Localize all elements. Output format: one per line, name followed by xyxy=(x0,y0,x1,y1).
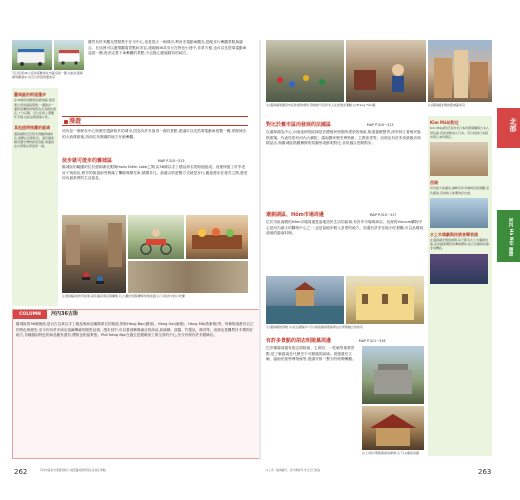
walk-section-title-text: 徒步就可遊步的舊城區 xyxy=(62,158,113,164)
column-text: 舊城區的36條街道,是自古以來以手工藝品與商品種類命名的街道,例如Hàng Bạc(銀街)、Hàng Gai(麻街)、Hàng Mã(紙紮街)等。每條街道都有自己的特色與歷史,至今仍有許多商店延續傳統的販售品項。漫步其中,可以看到琳瑯滿目的商品,如絲綢、漆器、竹製品、佛具等。這裡也是購買伴手禮的好地方,各種越南特色的商品應有盡有,價格也相當實惠。Phố Hàng Bạc在過去是銀飾加工與交易的中心,至今仍保有許多銀飾店。 xyxy=(16,322,254,338)
tourist-vehicle-icon xyxy=(54,40,84,70)
temple-icon xyxy=(362,406,424,450)
tour-text: 河內是一個保存中心與歷史遺跡較多的城市,因為有許多值得一看的景點,建議可以先搭乘電動車遊覽一圈,掌握城市的大致樣貌後,再前往有興趣的地方仔細參觀。 xyxy=(62,129,247,139)
temple-photo xyxy=(362,406,424,450)
electric-car-icon xyxy=(12,40,52,70)
mausoleum-section-title-text: 有許多景點的胡志明陵墓周邊 xyxy=(266,338,332,344)
walk-section-map-ref: MAP P.310~313 xyxy=(157,159,185,163)
top-caption-left: 左/還劍湖周邊是市民休憩的場所,傍晚時分有許多人在此散步運動 右/Trang Tiền路 xyxy=(266,103,376,107)
crowd-scene-icon xyxy=(266,40,344,102)
lake-evening-photo xyxy=(266,276,344,324)
sidebar-text-old-quarter: 在36條街道聚集的舊城區,保留著古老的越南風情,一邊散步一邊欣賞傳統建築與各式各樣的商店,十分有趣。可以在街上選購伴手禮,也能品嚐道地小吃。 xyxy=(14,98,57,120)
right-mid-caption: 左/還劍湖的傍晚 右/在法國區中,可以看到越南風格與法式建築融合的街景 xyxy=(266,325,363,329)
city-tab-text: 河內 Hà Nội 漫遊 xyxy=(508,218,513,256)
top-caption-right: 右/還劍湖北側的舊城區街景 xyxy=(428,103,466,107)
old-quarter-street-photo xyxy=(62,215,126,293)
west-section-map-ref: MAP P.310~317 xyxy=(369,213,397,217)
footer-right: ※上述「區域劃分」為方便參考,非正式行政區 xyxy=(266,468,321,472)
left-sidebar xyxy=(12,88,58,306)
mausoleum-section-title xyxy=(266,338,386,345)
page-number-left: 262 xyxy=(14,468,28,476)
column-box xyxy=(12,309,260,459)
intro-text: 雖然有許多觀光景點集中在市中心,但是很大一個城市,利用市電動車觀光,搭配步行參觀景點最適合。在這裡可以盡情觀賞景點和市容,還能騎車或步行在特色小巷中,非常方便,也可以先搭乘電動車巡遊一圈,再決定要下車參觀的景點,不必擔心錯過精彩的地方。 xyxy=(88,40,247,56)
walk-section-text: 舊城區的範圍約位於還劍湖北側與Hoàn Kiếm Lake之間,由36條以手工藝品命名的街道組成。這裡保留了許多老房子與商店,狹窄的街道兩旁擠滿了攤販與摩托車,熱鬧非凡。最適合的遊覽方式就是步行,隨意漫步在巷弄之間,感受河內最真實的生活氣息。 xyxy=(62,165,248,181)
mausoleum-photo xyxy=(362,346,424,404)
french-quarter-photo xyxy=(346,276,424,324)
walk-section-title xyxy=(62,158,185,165)
footer-left: 河內市區的交通號誌較少,過馬路時請特別注意來往車輛。 xyxy=(40,468,109,472)
column-tag: COLUMN xyxy=(13,310,47,319)
street-vendor-icon xyxy=(346,40,426,102)
sidebar-heading-kim-ma: Kim Mã站附近 xyxy=(430,120,459,125)
french-section-map-ref: MAP P.310~313 xyxy=(366,123,394,127)
sidebar-heading-other-areas: 其他值得推薦的區域 xyxy=(14,125,50,131)
trang-tien-photo xyxy=(346,40,426,102)
sidebar-text-water-puppet: 在還劍湖北側的劇場,每天都有水上木偶劇表演,這是越南獨特的傳統藝術,結合音樂與故事,非常精彩。 xyxy=(430,238,490,251)
bullet-icon xyxy=(64,120,68,124)
page-number-right: 263 xyxy=(478,468,492,476)
colonial-building-icon xyxy=(346,276,424,324)
motorbike-icon xyxy=(128,215,184,259)
top-photo-caption: 可以搭乘46人座的電動車在市區巡遊一圈,也能在還劍湖周圍漫步,也可以欣賞周邊美景 xyxy=(12,71,83,79)
right-sidebar xyxy=(428,116,492,456)
food-stall-icon xyxy=(186,215,248,259)
sidebar-heading-water-puppet: 水上木偶劇與民族音樂表演 xyxy=(430,231,478,237)
sidebar-text-other-areas: 還劍湖附近有很多餐廳與咖啡店,推薦在這裡休息。還有越南國家歷史博物館等景點,周邊的法式建築也很值得一看。 xyxy=(14,131,54,149)
water-puppet-photo xyxy=(430,254,488,284)
tour-header-bar xyxy=(62,116,248,126)
food-stall-photo xyxy=(186,215,248,259)
french-section-title xyxy=(266,122,394,129)
street-scene-icon xyxy=(62,215,126,293)
alley-photo xyxy=(128,261,248,293)
sidebar-heading-west-lake: 西湖 xyxy=(430,179,438,185)
tour-title-text: 漫遊 xyxy=(69,118,82,125)
mausoleum-section-text: 巴亭廣場周邊有胡志明陵墓、主席府、一柱廟等重要景點,是了解越南近代歷史不可錯過的區域。周邊還有文廟、越南民族學博物館等,建議安排一整天的時間參觀。 xyxy=(266,346,356,362)
west-lake-photo xyxy=(430,198,488,228)
sidebar-heading-old-quarter: 舊城區的街道漫步 xyxy=(14,92,46,97)
mid-photo-caption: 左/舊城區的狹窄街道,兩旁滿是商店與攤販 右上/觀光客騎機車穿梭街頭 右下/巷弄中的小吃攤 xyxy=(62,294,185,298)
column-title: 河內36古街 xyxy=(51,311,78,317)
west-section-title-text: 還劍湖區、Hồm市場周邊 xyxy=(266,212,324,218)
tour-title xyxy=(64,118,81,126)
kim-ma-photo xyxy=(430,142,488,176)
page-gutter xyxy=(259,40,261,460)
electric-car-photo-2 xyxy=(54,40,84,70)
sidebar-text-kim-ma: Kim Mã站附近有許多日本料理餐廳與日本人居住區,因此被稱為小日本。可以找到日本超市與日本料理店。 xyxy=(430,126,490,139)
mausoleum-section-map-ref: MAP P.311~316 xyxy=(358,339,386,343)
electric-car-photo xyxy=(12,40,52,70)
motorbike-photo xyxy=(128,215,184,259)
sidebar-text-west-lake: 河內最大的湖泊,湖畔有許多咖啡店與餐廳,景色優美,是當地人休閒的好去處。 xyxy=(430,186,489,195)
lake-photo xyxy=(266,40,344,102)
bottom-caption: 右上/胡志明陵墓前的廣場 右下/文廟的庭園 xyxy=(362,451,419,455)
building-icon xyxy=(428,40,492,102)
french-section-text: 以還劍湖為中心,向南延伸的區域是法國殖民時期所建設的街區,街道寬敞整齊,兩旁林立著殖民風格建築。代表性的有河內大劇院、越南國家歷史博物館、主教座堂等。這裡也有許多高級飯店與精品店,與舊城區熱鬧擁擠的氛圍形成鮮明對比,非常適合悠閒散步。 xyxy=(266,130,421,146)
mausoleum-icon xyxy=(362,346,424,404)
region-tab-text: 北部 xyxy=(509,118,517,132)
old-quarter-view-photo xyxy=(428,40,492,102)
west-section-text: 位於市區南側的Hôm市場周邊是當地居民生活的區域,有許多市場與商店。這裡的Vincom購物中心是河內最大的購物中心之一,也是當地年輕人喜愛的地方。周邊有許多在地小吃餐廳,可以品嚐到道地的越南料理。 xyxy=(266,220,424,236)
lake-icon xyxy=(266,276,344,324)
french-section-title-text: 對比於舊市區而發展的法國區 xyxy=(266,122,332,128)
west-section-title xyxy=(266,212,396,219)
